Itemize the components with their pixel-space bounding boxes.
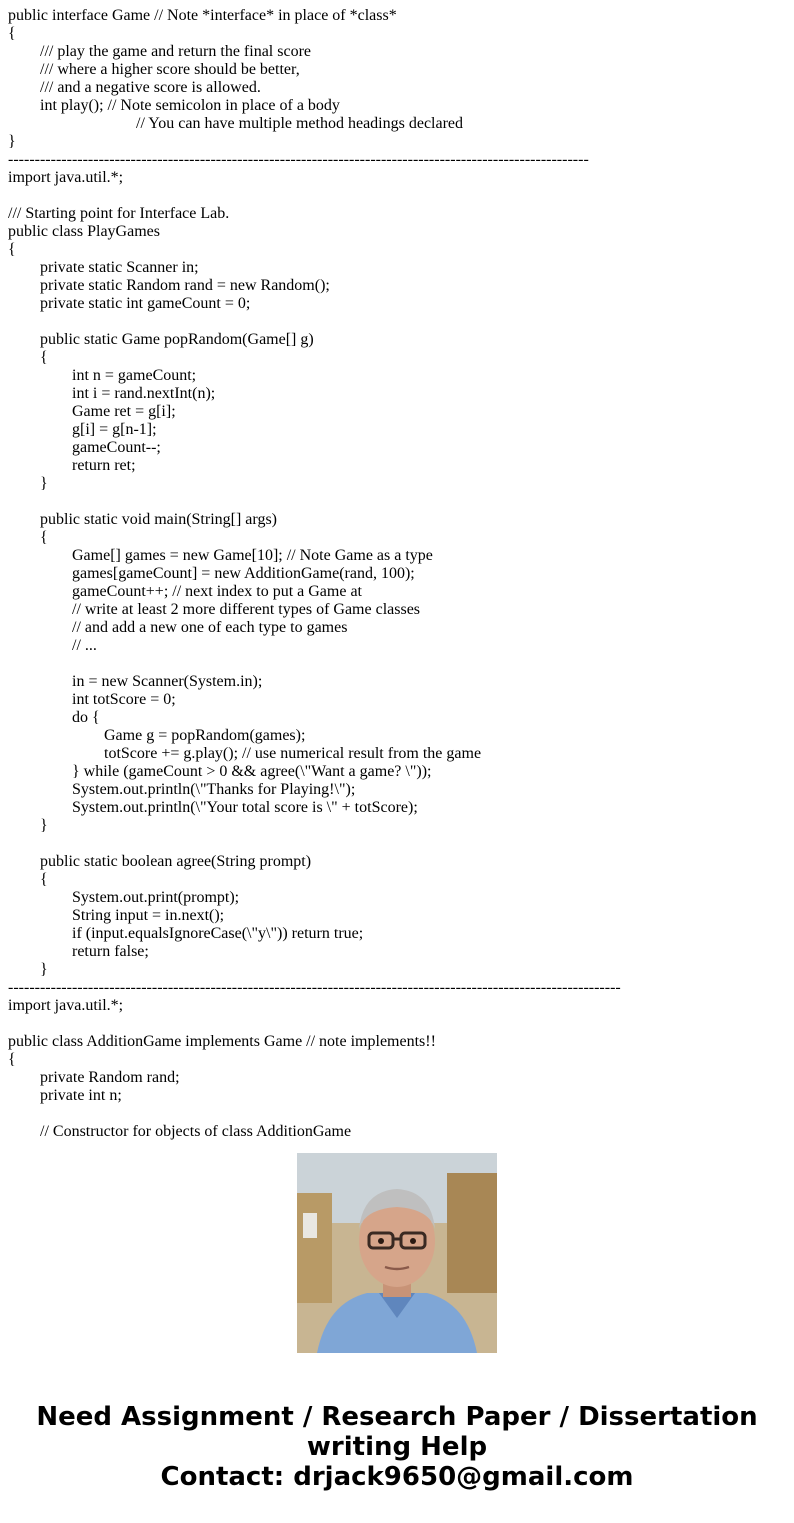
code-line: import java.util.*;	[8, 997, 124, 1014]
code-line: private static Random rand = new Random();	[40, 277, 330, 294]
promo-banner	[0, 1402, 794, 1492]
code-line: /// play the game and return the final score	[40, 43, 312, 60]
code-line: int n = gameCount;	[72, 367, 197, 384]
code-line: /// where a higher score should be better,	[40, 61, 300, 78]
code-line: public static void main(String[] args)	[40, 511, 277, 528]
code-line: games[gameCount] = new AdditionGame(rand, 100);	[72, 565, 415, 582]
promo-contact-line: Contact: drjack9650@gmail.com	[160, 1462, 634, 1492]
code-line: }	[8, 133, 16, 150]
code-line: public class PlayGames	[8, 223, 160, 240]
code-line: // ...	[72, 637, 97, 654]
code-line: {	[40, 349, 48, 366]
code-line: return ret;	[72, 457, 136, 474]
code-line: // and add a new one of each type to games	[72, 619, 348, 636]
code-line: } while (gameCount > 0 && agree(\"Want a game? \"));	[72, 763, 432, 780]
code-line: public static Game popRandom(Game[] g)	[40, 331, 314, 348]
code-line: {	[8, 1051, 16, 1068]
code-line: int play(); // Note semicolon in place of a body	[40, 97, 340, 114]
code-line: int i = rand.nextInt(n);	[72, 385, 216, 402]
code-line: return false;	[72, 943, 149, 960]
code-line: Game g = popRandom(games);	[104, 727, 306, 744]
code-line: private static int gameCount = 0;	[40, 295, 251, 312]
code-line: }	[40, 817, 48, 834]
code-line: {	[8, 241, 16, 258]
code-line	[8, 835, 788, 853]
code-line: gameCount++; // next index to put a Game at	[72, 583, 362, 600]
code-line: Game ret = g[i];	[72, 403, 176, 420]
code-line: String input = in.next();	[72, 907, 225, 924]
code-line: {	[8, 25, 16, 42]
code-line: private Random rand;	[40, 1069, 180, 1086]
code-line: gameCount--;	[72, 439, 161, 456]
code-line: // Constructor for objects of class AdditionGame	[40, 1123, 352, 1140]
promo-line-1: Need Assignment / Research Paper / Dissertation	[36, 1402, 758, 1432]
code-line: Game[] games = new Game[10]; // Note Game as a type	[72, 547, 433, 564]
person-portrait-image	[297, 1153, 497, 1353]
code-line	[8, 493, 788, 511]
code-line: -------------------------------------------------------------------------------------------------------------	[8, 151, 589, 168]
code-line: if (input.equalsIgnoreCase(\"y\")) return true;	[72, 925, 364, 942]
code-document	[8, 7, 788, 1140]
code-line: {	[40, 871, 48, 888]
code-line: -------------------------------------------------------------------------------------------------------------------	[8, 979, 621, 996]
code-line	[8, 313, 788, 331]
code-line: public interface Game // Note *interface* in place of *class*	[8, 7, 397, 24]
code-line	[8, 187, 788, 205]
code-line	[8, 1105, 788, 1123]
code-line: /// and a negative score is allowed.	[40, 79, 261, 96]
code-line: do {	[72, 709, 100, 726]
code-line: {	[40, 529, 48, 546]
code-line: public static boolean agree(String prompt)	[40, 853, 312, 870]
code-line: }	[40, 961, 48, 978]
code-line: System.out.println(\"Thanks for Playing!\");	[72, 781, 356, 798]
author-portrait	[297, 1153, 497, 1353]
code-line: /// Starting point for Interface Lab.	[8, 205, 230, 222]
code-line: // write at least 2 more different types of Game classes	[72, 601, 421, 618]
code-line: System.out.print(prompt);	[72, 889, 240, 906]
code-line: private static Scanner in;	[40, 259, 199, 276]
code-line: import java.util.*;	[8, 169, 124, 186]
code-line: in = new Scanner(System.in);	[72, 673, 263, 690]
promo-line-2: writing Help	[306, 1432, 488, 1462]
code-line: int totScore = 0;	[72, 691, 176, 708]
code-line: // You can have multiple method headings declared	[136, 115, 464, 132]
code-line: System.out.println(\"Your total score is \" + totScore);	[72, 799, 418, 816]
code-line: private int n;	[40, 1087, 122, 1104]
code-line: public class AdditionGame implements Game // note implements!!	[8, 1033, 436, 1050]
code-line: totScore += g.play(); // use numerical result from the game	[104, 745, 482, 762]
code-line: g[i] = g[n-1];	[72, 421, 157, 438]
code-line: }	[40, 475, 48, 492]
code-line	[8, 1015, 788, 1033]
code-line	[8, 655, 788, 673]
